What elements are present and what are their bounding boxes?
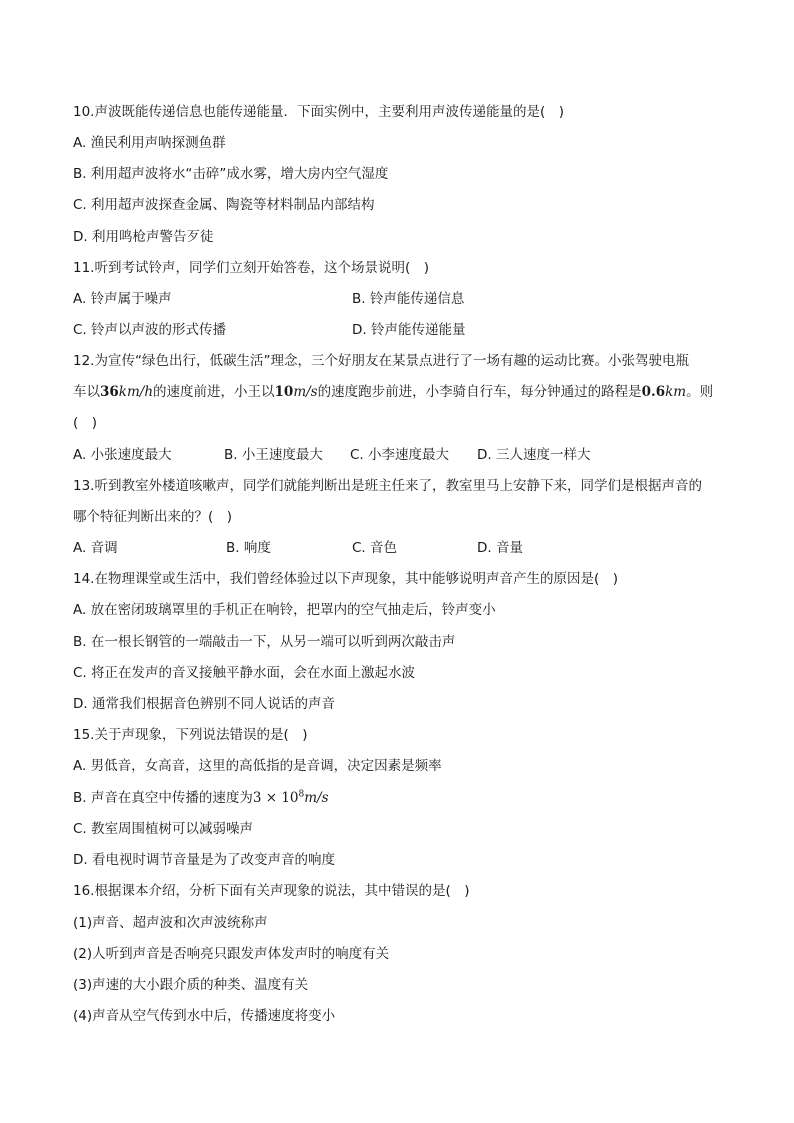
q12-text-a: 车以 — [73, 384, 100, 400]
question-12-option-a: A. 小张速度最大 — [73, 447, 172, 463]
question-12-stem-line-1: 12.为宣传“绿色出行，低碳生活”理念，三个好朋友在某景点进行了一场有趣的运动比赛。小张驾驶电瓶 — [73, 353, 689, 369]
q12-text-b: 的速度前进，小王以 — [153, 384, 275, 400]
question-10-option-c: C. 利用超声波探查金属、陶瓷等材料制品内部结构 — [73, 197, 375, 213]
question-12-option-d: D. 三人速度一样大 — [477, 447, 591, 463]
question-13-option-b: B. 响度 — [226, 540, 271, 556]
question-13-option-d: D. 音量 — [477, 540, 523, 556]
question-16-item-4: (4)声音从空气传到水中后，传播速度将变小 — [73, 1008, 336, 1024]
question-11-stem: 11.听到考试铃声，同学们立刻开始答卷，这个场景说明( ) — [73, 260, 430, 276]
question-16-item-1: (1)声音、超声波和次声波统称声 — [73, 915, 268, 931]
question-12-options-row — [73, 445, 673, 465]
question-11-options-row-1 — [73, 289, 673, 309]
question-14-option-d: D. 通常我们根据音色辨别不同人说话的声音 — [73, 696, 335, 712]
question-11-option-c: C. 铃声以声波的形式传播 — [73, 322, 227, 338]
question-15-option-c: C. 教室周围植树可以减弱噪声 — [73, 821, 254, 837]
question-15-option-b — [73, 788, 329, 808]
question-12-stem-line-3: ( ) — [73, 415, 98, 431]
question-13-option-c: C. 音色 — [352, 540, 398, 556]
q15-option-b-exponent: 8 — [298, 789, 305, 800]
question-14-option-c: C. 将正在发声的音叉接触平静水面，会在水面上激起水波 — [73, 665, 416, 681]
q12-speed1-unit: km/h — [118, 384, 154, 400]
question-16-item-3: (3)声速的大小跟介质的种类、温度有关 — [73, 977, 309, 993]
question-10-stem: 10.声波既能传递信息也能传递能量．下面实例中，主要利用声波传递能量的是( ) — [73, 104, 565, 120]
question-15-option-d: D. 看电视时调节音量是为了改变声音的响度 — [73, 852, 335, 868]
question-15-stem: 15.关于声现象，下列说法错误的是( ) — [73, 727, 308, 743]
question-13-option-a: A. 音调 — [73, 540, 118, 556]
q12-text-c: 的速度跑步前进，小李骑自行车，每分钟通过的路程是 — [317, 384, 642, 400]
q12-distance-unit: km — [665, 384, 687, 400]
question-10-option-a: A. 渔民利用声呐探测鱼群 — [73, 135, 226, 151]
question-11-option-b: B. 铃声能传递信息 — [352, 291, 465, 307]
q12-speed2-number: 10 — [274, 384, 294, 400]
question-11-option-a: A. 铃声属于噪声 — [73, 291, 172, 307]
question-12-option-c: C. 小李速度最大 — [350, 447, 450, 463]
question-15-option-a: A. 男低音，女高音，这里的高低指的是音调，决定因素是频率 — [73, 758, 442, 774]
question-13-stem-line-1: 13.听到教室外楼道咳嗽声，同学们就能判断出是班主任来了，教室里马上安静下来，同学们是根据声音的 — [73, 478, 702, 494]
q15-option-b-coefficient: 3 × 10 — [252, 790, 299, 806]
q12-text-d: 。则 — [686, 384, 714, 400]
q12-speed2-unit: m/s — [293, 384, 318, 400]
question-16-item-2: (2)人听到声音是否响亮只跟发声体发声时的响度有关 — [73, 946, 390, 962]
question-14-stem: 14.在物理课堂或生活中，我们曾经体验过以下声现象，其中能够说明声音产生的原因是( ) — [73, 571, 619, 587]
question-10-option-b: B. 利用超声波将水“击碎”成水雾，增大房内空气湿度 — [73, 166, 389, 182]
q15-option-b-unit: m/s — [304, 790, 329, 806]
q15-option-b-text: B. 声音在真空中传播的速度为 — [73, 790, 253, 806]
question-11-options-row-2 — [73, 320, 673, 340]
question-10-option-d: D. 利用鸣枪声警告歹徒 — [73, 229, 214, 245]
question-11-option-d: D. 铃声能传递能量 — [352, 322, 466, 338]
question-16-stem: 16.根据课本介绍，分析下面有关声现象的说法，其中错误的是( ) — [73, 883, 470, 899]
question-12-option-b: B. 小王速度最大 — [224, 447, 323, 463]
question-14-option-a: A. 放在密闭玻璃罩里的手机正在响铃，把罩内的空气抽走后，铃声变小 — [73, 602, 496, 618]
q12-distance-number: 0.6 — [641, 384, 666, 400]
q12-speed1-number: 36 — [100, 384, 119, 400]
question-13-options-row — [73, 538, 673, 558]
question-14-option-b: B. 在一根长钢管的一端敲击一下，从另一端可以听到两次敲击声 — [73, 634, 456, 650]
question-12-stem-line-2 — [73, 382, 713, 402]
question-13-stem-line-2: 哪个特征判断出来的？( ) — [73, 509, 233, 525]
